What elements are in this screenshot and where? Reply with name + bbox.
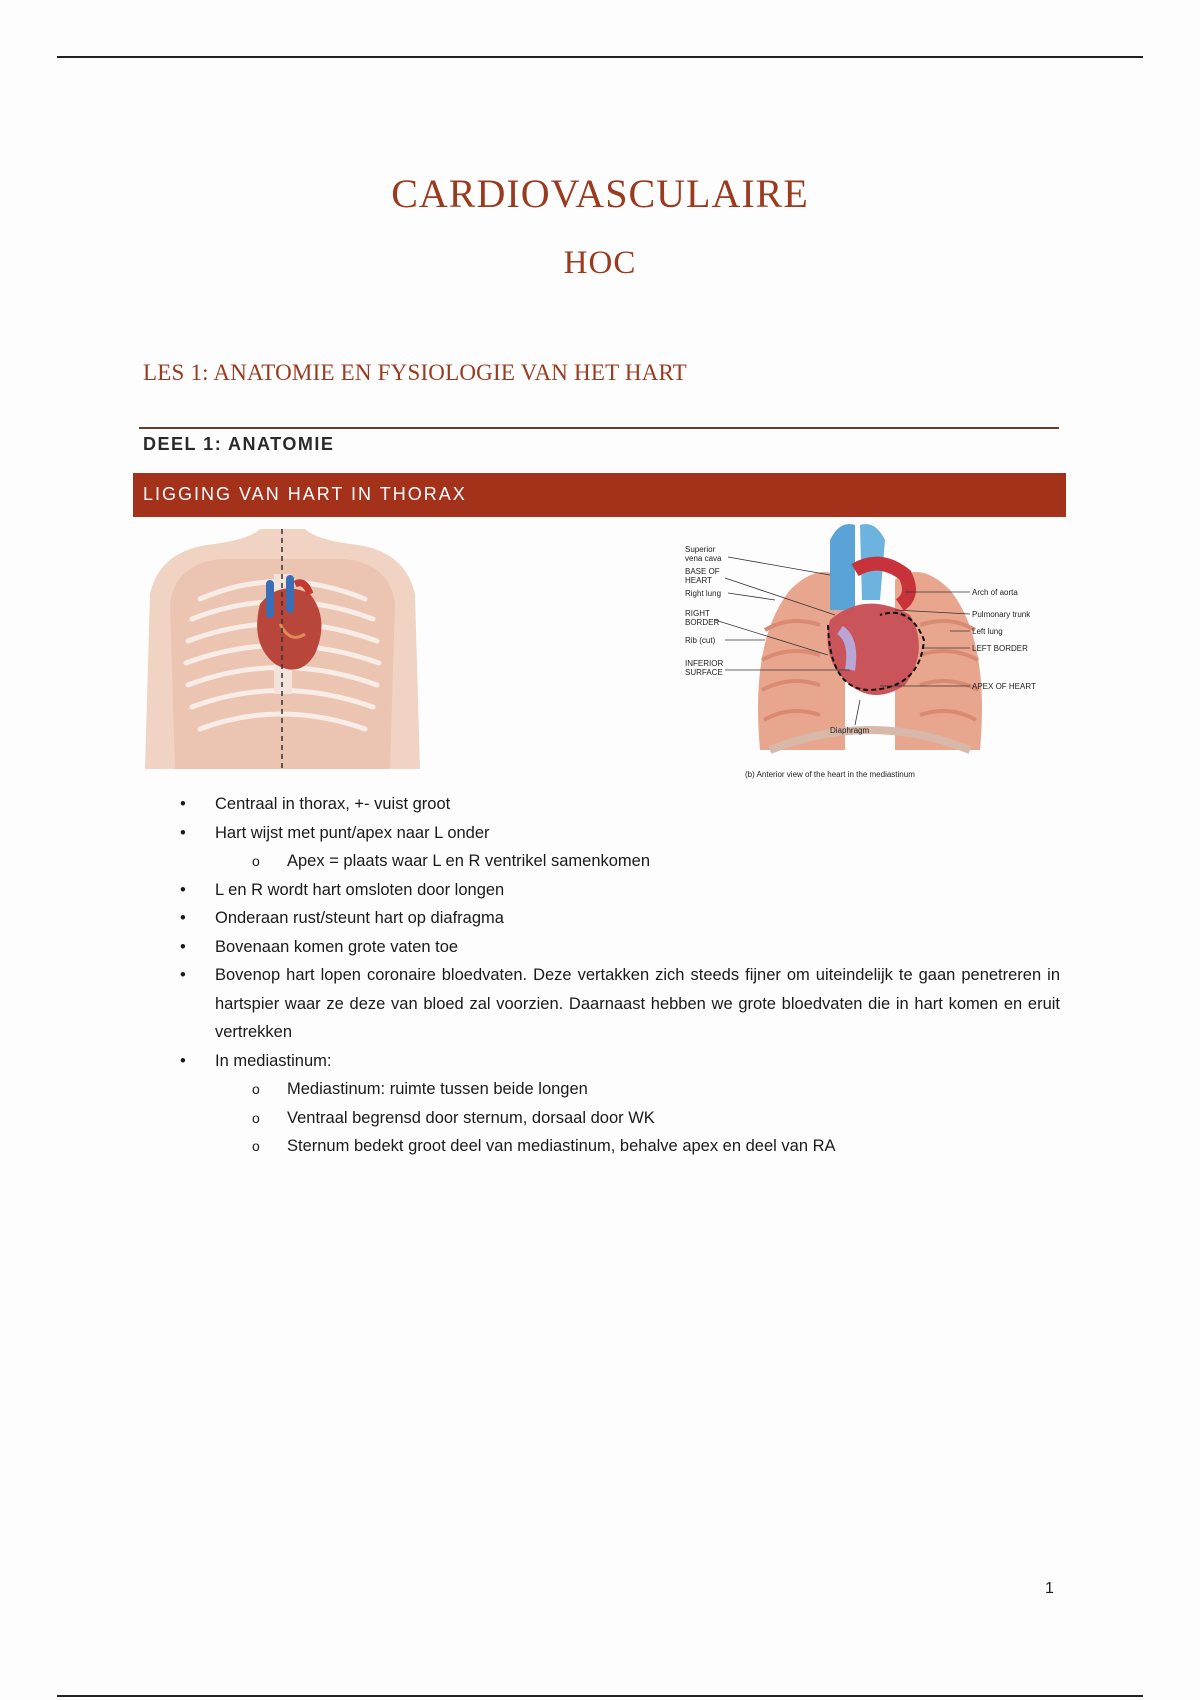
circle-bullet-icon: o xyxy=(252,1109,260,1126)
list-item xyxy=(180,1047,1060,1076)
list-item xyxy=(180,876,1060,905)
label-right-lung: Right lung xyxy=(685,589,722,598)
sub-list-item xyxy=(252,1075,1060,1104)
label-right-border-1: RIGHT xyxy=(685,609,710,618)
label-base-of-heart-2: HEART xyxy=(685,576,712,585)
sub-list-item xyxy=(252,1104,1060,1133)
section-band xyxy=(133,473,1066,517)
figure-caption: (b) Anterior view of the heart in the mediastinum xyxy=(745,770,915,779)
sub-list-item xyxy=(252,847,1060,876)
thorax-illustration xyxy=(140,524,425,769)
list-item-text: Onderaan rust/steunt hart op diafragma xyxy=(215,909,504,927)
document-subtitle: HOC xyxy=(563,245,637,281)
bullet-icon: • xyxy=(180,823,186,842)
circle-bullet-icon: o xyxy=(252,1138,260,1154)
list-item-text: Hart wijst met punt/apex naar L onder xyxy=(215,823,490,842)
label-rib-cut: Rib (cut) xyxy=(685,636,716,645)
label-left-lung: Left lung xyxy=(972,627,1003,636)
list-item-text: Bovenaan komen grote vaten toe xyxy=(215,937,459,956)
circle-bullet-icon: o xyxy=(252,1081,260,1097)
part-heading: DEEL 1: ANATOMIE xyxy=(143,434,335,454)
bullet-list xyxy=(180,790,1060,1161)
lesson-divider xyxy=(139,427,1059,429)
bullet-icon: • xyxy=(180,909,186,927)
section-band-label: LIGGING VAN HART IN THORAX xyxy=(143,484,467,504)
label-arch-of-aorta: Arch of aorta xyxy=(972,588,1018,597)
list-item xyxy=(180,904,1060,933)
list-item-text: Ventraal begrensd door sternum, dorsaal door WK xyxy=(287,1108,655,1127)
bullet-icon: • xyxy=(180,937,186,956)
label-base-of-heart-1: BASE OF xyxy=(685,567,720,576)
list-item-text: L en R wordt hart omsloten door longen xyxy=(215,880,505,899)
top-rule xyxy=(57,56,1143,58)
label-pulmonary-trunk: Pulmonary trunk xyxy=(972,610,1031,619)
mediastinum-illustration xyxy=(680,520,1060,782)
list-item-text: Sternum bedekt groot deel van mediastinum, behalve apex en deel van RA xyxy=(287,1137,836,1155)
label-superior-vena-cava-2: vena cava xyxy=(685,554,722,563)
label-diaphragm: Diaphragm xyxy=(830,726,870,735)
list-item xyxy=(180,933,1060,962)
label-apex-of-heart: APEX OF HEART xyxy=(972,682,1036,691)
sub-list-item xyxy=(252,1132,1060,1161)
label-right-border-2: BORDER xyxy=(685,618,720,627)
bottom-rule xyxy=(57,1695,1143,1697)
circle-bullet-icon: o xyxy=(252,853,260,869)
list-item xyxy=(180,961,1060,1047)
bullet-icon: • xyxy=(180,1051,186,1070)
label-inferior-surface-1: INFERIOR xyxy=(685,659,724,668)
list-item-text: In mediastinum: xyxy=(215,1051,332,1070)
label-superior-vena-cava-1: Superior xyxy=(685,545,716,554)
document-title: CARDIOVASCULAIRE xyxy=(391,171,809,216)
list-item xyxy=(180,790,1060,819)
label-inferior-surface-2: SURFACE xyxy=(685,668,723,677)
list-item-text: Centraal in thorax, +- vuist groot xyxy=(215,795,451,813)
page-number: 1 xyxy=(1045,1580,1054,1597)
list-item-text: Mediastinum: ruimte tussen beide longen xyxy=(287,1080,588,1098)
lesson-heading: LES 1: ANATOMIE EN FYSIOLOGIE VAN HET HART xyxy=(143,360,687,385)
bullet-icon: • xyxy=(180,880,186,899)
list-item-text: Bovenop hart lopen coronaire bloedvaten. Deze vertakken zich steeds fijner om uiteindelijk te gaan penetreren in hartspier waar ze deze van bloed zal voorzien. Daarnaast hebben we grote bloedvaten die in hart komen en eruit vertrekken xyxy=(215,966,1060,1041)
list-item xyxy=(180,819,1060,848)
bullet-icon: • xyxy=(180,795,186,813)
bullet-icon: • xyxy=(180,966,186,984)
list-item-text: Apex = plaats waar L en R ventrikel samenkomen xyxy=(287,852,651,870)
label-left-border: LEFT BORDER xyxy=(972,644,1028,653)
